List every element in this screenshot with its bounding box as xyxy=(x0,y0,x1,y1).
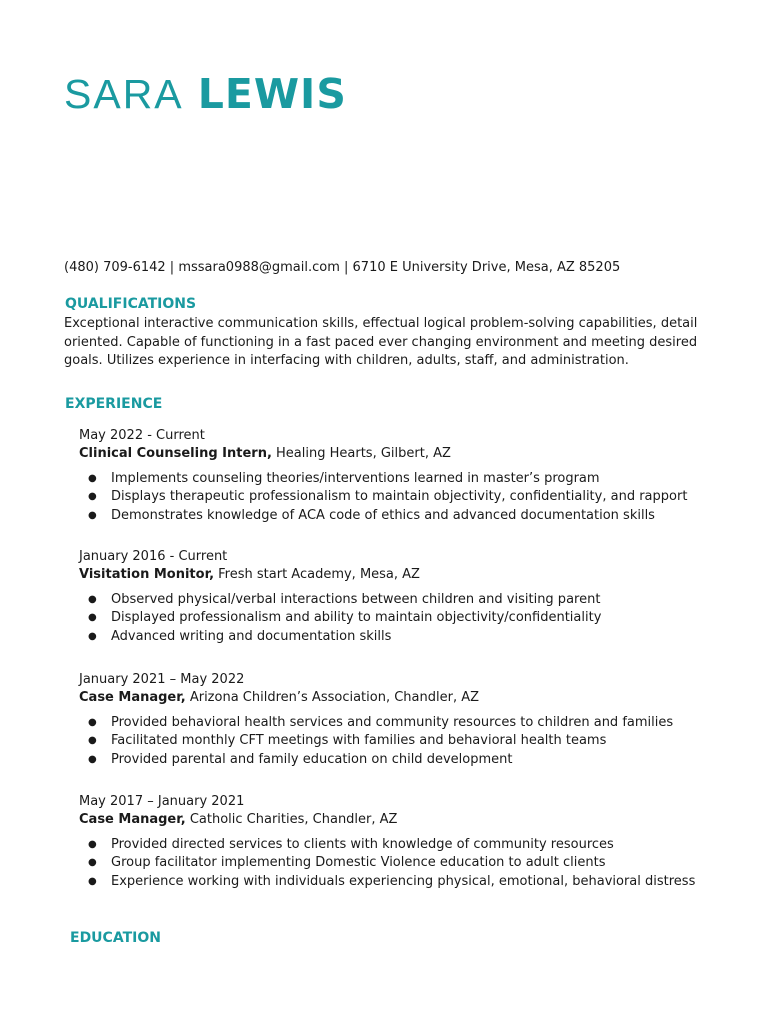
bullet-text: Observed physical/verbal interactions between children and visiting parent xyxy=(111,592,601,607)
job-title-line xyxy=(79,566,719,584)
job-title-line xyxy=(79,445,719,463)
qualifications-heading: QUALIFICATIONS xyxy=(65,296,197,312)
job-entry-4 xyxy=(79,793,719,891)
bullet-icon: ● xyxy=(88,491,97,503)
education-heading: EDUCATION xyxy=(70,930,161,946)
job-dates: May 2022 - Current xyxy=(79,428,205,443)
list-item xyxy=(79,854,719,872)
bullet-icon: ● xyxy=(88,857,97,869)
job-title-line xyxy=(79,811,719,829)
bullet-text: Provided directed services to clients with knowledge of community resources xyxy=(111,837,614,852)
job-organization: Fresh start Academy, Mesa, AZ xyxy=(214,567,420,582)
contact-info: (480) 709-6142 | mssara0988@gmail.com | 6710 E University Drive, Mesa, AZ 85205 xyxy=(64,260,621,275)
job-dates: May 2017 – January 2021 xyxy=(79,794,245,809)
job-entry-2 xyxy=(79,548,719,646)
job-dates: January 2016 - Current xyxy=(79,549,228,564)
qualifications-text: Exceptional interactive communication skills, effectual logical problem-solving capabilities, detail oriented. Capable of functioning in a fast paced ever changing environment and meeting desired goals. Utilizes experience in interfacing with children, adults, staff, and administration. xyxy=(64,316,698,368)
list-item xyxy=(79,714,719,732)
bullet-icon: ● xyxy=(88,612,97,624)
list-item xyxy=(79,488,719,506)
job-organization: Catholic Charities, Chandler, AZ xyxy=(185,812,398,827)
bullet-icon: ● xyxy=(88,473,97,484)
job-organization: Healing Hearts, Gilbert, AZ xyxy=(271,446,451,461)
bullet-text: Experience working with individuals experiencing physical, emotional, behavioral distress xyxy=(111,873,696,889)
job-bullet-list xyxy=(79,714,719,769)
job-title-line xyxy=(79,689,719,707)
job-role: Visitation Monitor, xyxy=(79,567,215,582)
bullet-icon: ● xyxy=(88,630,97,642)
bullet-icon: ● xyxy=(88,509,97,521)
bullet-text: Group facilitator implementing Domestic Violence education to adult clients xyxy=(111,855,606,871)
bullet-text: Implements counseling theories/interventions learned in master’s program xyxy=(111,471,600,486)
list-item xyxy=(79,732,719,750)
last-name: LEWIS xyxy=(197,70,347,118)
job-entry-1 xyxy=(79,427,719,525)
list-item xyxy=(79,628,719,646)
experience-heading: EXPERIENCE xyxy=(65,396,163,412)
bullet-icon: ● xyxy=(88,839,97,850)
bullet-text: Provided parental and family education on child development xyxy=(111,751,513,767)
job-bullet-list xyxy=(79,591,719,646)
job-bullet-list xyxy=(79,470,719,525)
resume-name xyxy=(64,66,347,122)
job-role: Clinical Counseling Intern, xyxy=(79,446,272,461)
bullet-text: Advanced writing and documentation skills xyxy=(111,628,392,644)
list-item xyxy=(79,873,719,891)
bullet-icon: ● xyxy=(88,594,97,605)
job-bullet-list xyxy=(79,836,719,891)
list-item xyxy=(79,591,719,609)
list-item xyxy=(79,609,719,627)
bullet-text: Demonstrates knowledge of ACA code of ethics and advanced documentation skills xyxy=(111,507,655,523)
bullet-text: Provided behavioral health services and community resources to children and families xyxy=(111,715,674,730)
list-item xyxy=(79,751,719,769)
bullet-icon: ● xyxy=(88,735,97,747)
bullet-text: Displayed professionalism and ability to maintain objectivity/confidentiality xyxy=(111,610,602,626)
bullet-text: Facilitated monthly CFT meetings with families and behavioral health teams xyxy=(111,733,607,749)
job-organization: Arizona Children’s Association, Chandler, AZ xyxy=(185,690,480,705)
bullet-icon: ● xyxy=(88,753,97,765)
job-role: Case Manager, xyxy=(79,812,186,827)
list-item xyxy=(79,470,719,488)
bullet-icon: ● xyxy=(88,875,97,887)
bullet-text: Displays therapeutic professionalism to maintain objectivity, confidentiality, and rapport xyxy=(111,489,688,505)
first-name: SARA xyxy=(64,71,184,117)
job-entry-3 xyxy=(79,671,719,769)
job-role: Case Manager, xyxy=(79,690,186,705)
list-item xyxy=(79,507,719,525)
bullet-icon: ● xyxy=(88,717,97,728)
job-dates: January 2021 – May 2022 xyxy=(79,672,245,687)
list-item xyxy=(79,836,719,854)
